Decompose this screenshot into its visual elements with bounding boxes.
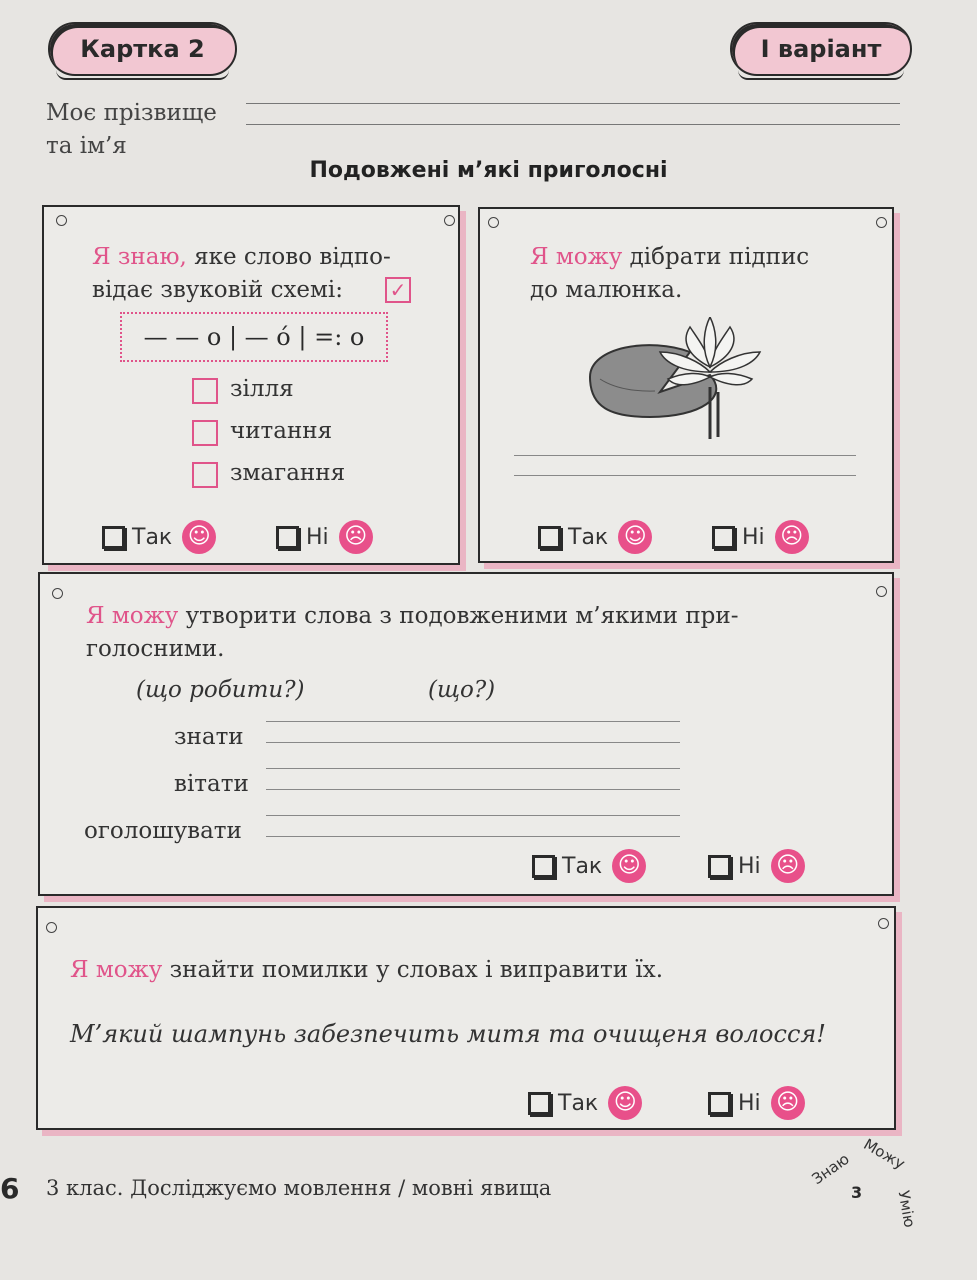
word-3: оголошувати — [84, 818, 242, 844]
sad-face-icon: ☹ — [339, 520, 373, 554]
task4-text: Я можу знайти помилки у словах і виправити їх. — [70, 957, 664, 983]
yes-checkbox[interactable] — [102, 526, 125, 549]
column-header-verb: (що робити?) — [136, 677, 305, 703]
page-title: Подовжені м’які приголосні — [309, 158, 668, 183]
hole-icon — [444, 215, 455, 226]
hole-icon — [46, 922, 57, 933]
option-label-1: зілля — [230, 376, 294, 402]
no-checkbox[interactable] — [708, 855, 731, 878]
sad-face-icon: ☹ — [775, 520, 809, 554]
answer-line-3a[interactable] — [266, 815, 680, 816]
option-checkbox-3[interactable] — [192, 462, 218, 488]
task2-text: Я можу дібрати підпис до малюнка. — [530, 244, 810, 303]
option-label-3: змагання — [230, 460, 346, 486]
error-sentence: М’який шампунь забезпечить митя та очищеня волосся! — [70, 1020, 826, 1048]
hole-icon — [876, 217, 887, 228]
hole-icon — [52, 588, 63, 599]
sound-scheme-box — [120, 312, 388, 362]
caption-line-2[interactable] — [514, 475, 856, 476]
word-1: знати — [174, 724, 244, 750]
yes-checkbox[interactable] — [528, 1092, 551, 1115]
name-line-2[interactable] — [246, 124, 900, 125]
variant-badge — [730, 22, 912, 76]
sound-scheme: — — о | — о́ | =: о — [143, 323, 365, 351]
brand-word-1: Знаю — [808, 1149, 853, 1189]
hole-icon — [488, 217, 499, 228]
page-number: 3 — [851, 1183, 863, 1202]
no-checkbox[interactable] — [708, 1092, 731, 1115]
answer-line-1a[interactable] — [266, 721, 680, 722]
yes-checkbox[interactable] — [538, 526, 561, 549]
happy-face-icon: ☺ — [608, 1086, 642, 1120]
brand-word-2: Можу — [860, 1135, 909, 1173]
variant-label: І варіант — [760, 35, 882, 63]
no-checkbox[interactable] — [276, 526, 299, 549]
hole-icon — [876, 586, 887, 597]
sad-face-icon: ☹ — [771, 1086, 805, 1120]
answer-line-3b[interactable] — [266, 836, 680, 837]
task3-text: Я можу утворити слова з подовженими м’якими при- голосними. — [86, 603, 739, 662]
word-2: вітати — [174, 771, 249, 797]
answer-line-2a[interactable] — [266, 768, 680, 769]
hole-icon — [56, 215, 67, 226]
brand-word-3: Умію — [894, 1189, 919, 1229]
happy-face-icon: ☺ — [618, 520, 652, 554]
no-checkbox[interactable] — [712, 526, 735, 549]
card-number-label: Картка 2 — [80, 35, 205, 63]
caption-line-1[interactable] — [514, 455, 856, 456]
task1-text: Я знаю, яке слово відпо- відає звуковій схемі: — [92, 244, 391, 303]
task-card-2 — [478, 207, 894, 563]
self-check-yes[interactable]: Так ☺ — [538, 520, 652, 554]
sad-face-icon: ☹ — [771, 849, 805, 883]
task-card-1 — [42, 205, 460, 565]
scheme-check-icon: ✓ — [385, 277, 411, 303]
self-check-no[interactable]: Ні ☹ — [712, 520, 809, 554]
self-check-yes[interactable]: Так ☺ — [528, 1086, 642, 1120]
option-label-2: читання — [230, 418, 333, 444]
self-check-no[interactable]: Ні ☹ — [708, 1086, 805, 1120]
self-check-yes[interactable]: Так ☺ — [532, 849, 646, 883]
answer-line-2b[interactable] — [266, 789, 680, 790]
water-lily-illustration — [580, 317, 780, 442]
option-checkbox-2[interactable] — [192, 420, 218, 446]
hole-icon — [878, 918, 889, 929]
happy-face-icon: ☺ — [182, 520, 216, 554]
corner-page-fragment: 6 — [0, 1172, 20, 1205]
name-line-1[interactable] — [246, 103, 900, 104]
self-check-yes[interactable]: Так ☺ — [102, 520, 216, 554]
footer-text: 3 клас. Досліджуємо мовлення / мовні явища — [46, 1176, 552, 1200]
task-card-3 — [38, 572, 894, 896]
card-number-badge — [48, 22, 237, 76]
self-check-no[interactable]: Ні ☹ — [276, 520, 373, 554]
column-header-noun: (що?) — [428, 677, 496, 703]
task-card-4 — [36, 906, 896, 1130]
self-check-no[interactable]: Ні ☹ — [708, 849, 805, 883]
answer-line-1b[interactable] — [266, 742, 680, 743]
name-label: Моє прізвище та ім’я — [46, 100, 217, 159]
happy-face-icon: ☺ — [612, 849, 646, 883]
option-checkbox-1[interactable] — [192, 378, 218, 404]
yes-checkbox[interactable] — [532, 855, 555, 878]
